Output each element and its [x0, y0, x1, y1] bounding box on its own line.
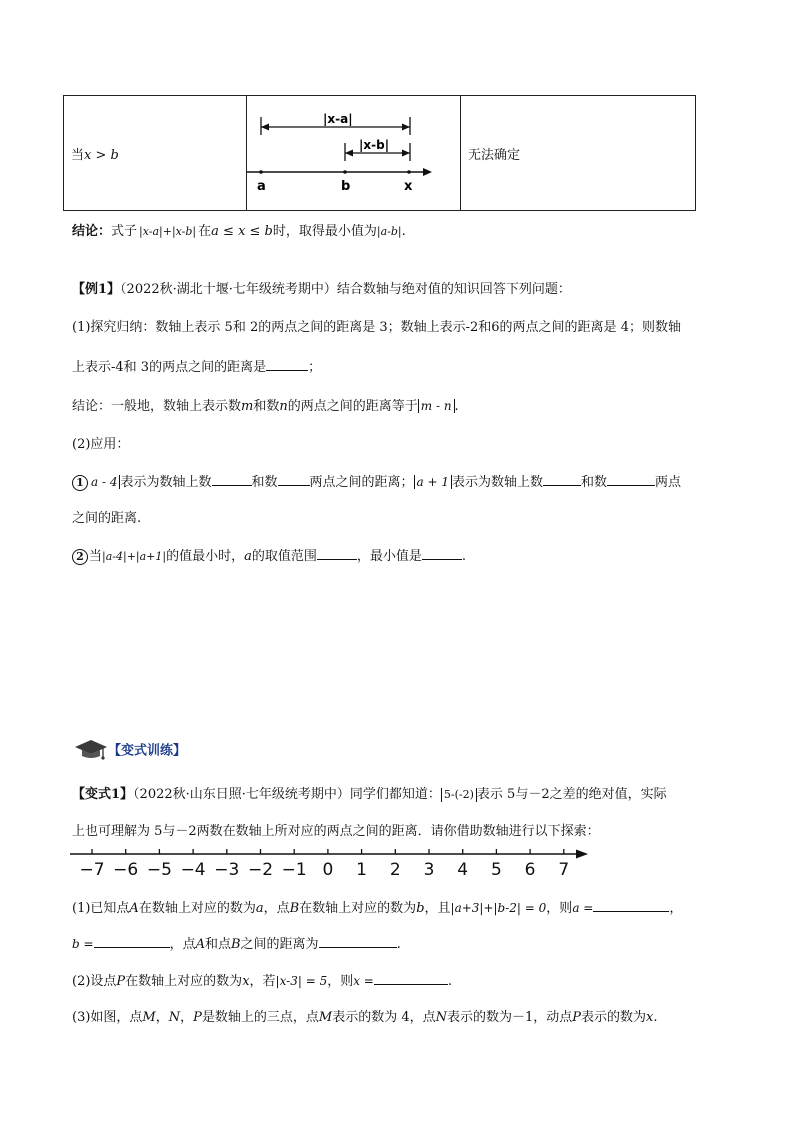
condition-expr: x > b: [84, 147, 119, 163]
number-line-tick-label: 4: [457, 860, 469, 880]
conclusion-range: a ≤ x ≤ b: [211, 224, 273, 239]
conclusion-line: 结论：式子 |x-a|+|x-b| 在a ≤ x ≤ b时，取得最小值为|a-b|.: [72, 224, 406, 239]
label-xb: |x-b|: [359, 138, 390, 152]
example1-title: [72, 281, 571, 299]
arrow-xb-right: [402, 150, 410, 157]
number-line-tick-label: 0: [322, 860, 334, 880]
diagram-cell: [247, 96, 461, 211]
answer-blank[interactable]: [607, 473, 655, 486]
example1-q1-line2: 之间的距离.: [72, 511, 142, 526]
number-line-tick-label: 7: [558, 860, 570, 880]
answer-blank[interactable]: [593, 899, 669, 912]
label-pt-a: a: [257, 179, 266, 194]
answer-blank[interactable]: [319, 935, 397, 948]
example1-q1-line1: 1 a - 4 表示为数轴上数 和数 两点之间的距离； a + 1 表示为数轴上数 和数 两点: [72, 473, 681, 492]
answer-blank[interactable]: [422, 547, 462, 560]
distance-expr: m - n: [418, 399, 455, 413]
answer-blank[interactable]: [94, 935, 170, 948]
example1-source: （2022秋·湖北十堰·七年级统考期中）结合数轴与绝对值的知识回答下列问题：: [120, 282, 571, 297]
example1-tag: 【例1】: [72, 282, 121, 297]
point-x: [407, 170, 411, 174]
variation1-expr: 5-(-2): [441, 788, 477, 802]
answer-blank[interactable]: [543, 473, 581, 486]
answer-blank[interactable]: [266, 358, 308, 371]
conclusion-expr: |x-a|+|x-b|: [139, 225, 197, 238]
comparison-table: [63, 95, 696, 211]
answer-blank[interactable]: [317, 547, 357, 560]
conclusion-label: 结论：: [72, 224, 112, 239]
number-line-tick-label: 5: [490, 860, 502, 880]
number-line-arrow: [576, 850, 588, 859]
number-line-tick-label: 3: [423, 860, 435, 880]
variation1-s2: (2)设点P在数轴上对应的数为x，若|x-3| = 5，则x = .: [72, 974, 452, 989]
distance-diagram: [247, 96, 460, 210]
axis-arrow: [423, 168, 432, 176]
practice-header: [74, 738, 186, 760]
result-text: 无法确定: [468, 147, 521, 163]
variation1-line2: 上也可理解为 5与－2两数在数轴上所对应的两点之间的距离．请你借助数轴进行以下探索：: [72, 824, 600, 839]
point-a: [259, 170, 263, 174]
example1-part1-line2: 上表示-4和 3的两点之间的距离是 ；: [72, 360, 322, 375]
number-line-tick-label: −3: [214, 860, 240, 880]
variation1-s1-line1: (1)已知点A在数轴上对应的数为a，点B在数轴上对应的数为b，且|a+3|+|b-2| = 0，则a = ，: [72, 901, 683, 916]
variation1-s3: (3)如图，点M，N，P是数轴上的三点，点M表示的数为 4，点N表示的数为－1，动点P表示的数为x.: [72, 1010, 658, 1025]
number-line-tick-label: −7: [79, 860, 105, 880]
table-row: [64, 96, 696, 211]
practice-header-label: 【变式训练】: [108, 743, 187, 759]
circled-number-1: 1: [72, 475, 88, 491]
example1-q2: 2 当|a-4|+|a+1|的值最小时，a的取值范围 ，最小值是 .: [72, 547, 466, 566]
example1-part2-title: (2)应用：: [72, 437, 130, 452]
number-line-tick-label: −6: [113, 860, 139, 880]
arrow-xa-right: [402, 124, 410, 131]
answer-blank[interactable]: [212, 473, 252, 486]
label-xa: |x-a|: [323, 112, 353, 126]
graduation-cap-icon: [74, 738, 108, 760]
conclusion-minval: |a-b|: [376, 225, 402, 238]
number-line-tick-label: 1: [356, 860, 367, 880]
condition-label: 当: [71, 147, 85, 163]
number-line-tick-label: 2: [389, 860, 401, 880]
variation1-s1-line2: b = ，点A和点B之间的距离为 .: [72, 937, 401, 952]
point-b: [343, 170, 347, 174]
condition-cell: [64, 96, 247, 211]
result-cell: [461, 96, 696, 211]
number-line-tick-label: −2: [247, 860, 274, 880]
label-pt-x: x: [404, 179, 413, 194]
arrow-xa-left: [261, 124, 269, 131]
answer-blank[interactable]: [374, 972, 448, 985]
example1-conclusion: 结论：一般地，数轴上表示数m和数n的两点之间的距离等于 m - n .: [72, 399, 459, 414]
number-line-tick-label: −1: [281, 860, 307, 880]
variation1-line1: 【变式1】（2022秋·山东日照·七年级统考期中）同学们都知道： 5-(-2) 表示 5与－2之差的绝对值，实际: [72, 787, 667, 802]
circled-number-2: 2: [72, 549, 88, 565]
variation1-tag: 【变式1】: [72, 787, 134, 802]
label-pt-b: b: [341, 179, 351, 194]
answer-blank[interactable]: [278, 473, 310, 486]
arrow-xb-left: [345, 150, 353, 157]
number-line-tick-label: −5: [146, 860, 172, 880]
number-line-tick-label: −4: [180, 860, 206, 880]
number-line-tick-label: 6: [524, 860, 536, 880]
example1-part1-line1: (1)探究归纳：数轴上表示 5和 2的两点之间的距离是 3；数轴上表示-2和6的两点之间的距离是 4；则数轴: [72, 320, 681, 335]
